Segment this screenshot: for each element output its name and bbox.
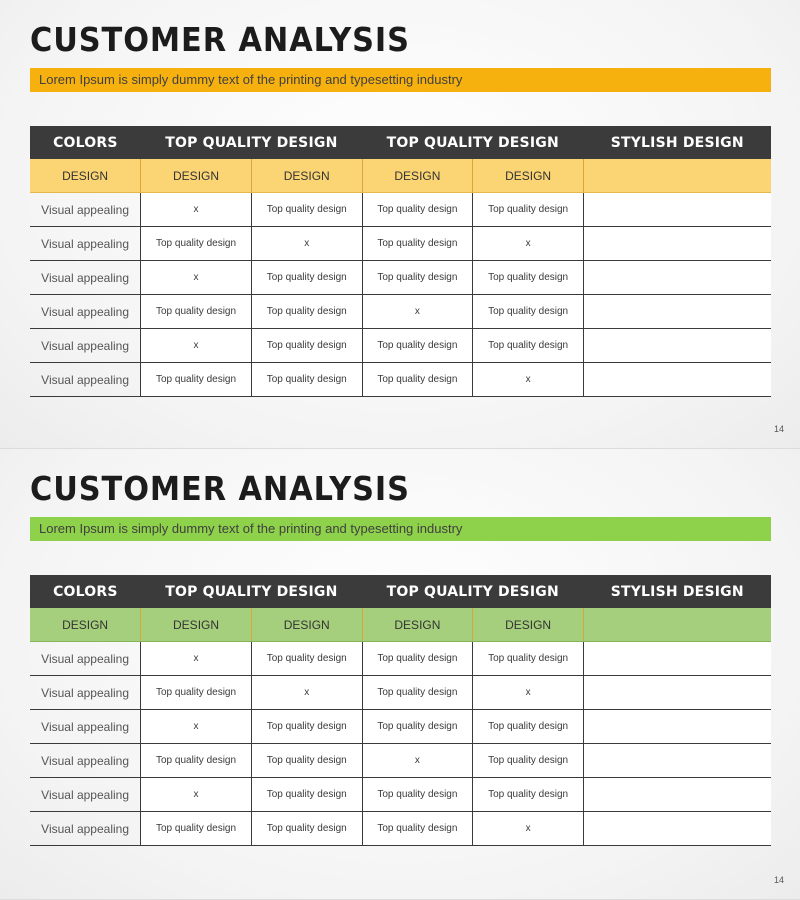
analysis-table: [30, 126, 771, 397]
header-cell-top-quality-1: TOP QUALITY DESIGN: [141, 575, 362, 608]
row-label: Visual appealing: [30, 642, 141, 676]
subheader-row: [30, 159, 771, 193]
table-cell: x: [362, 744, 473, 778]
table-cell: Top quality design: [362, 778, 473, 812]
table-cell: x: [362, 295, 473, 329]
slide-title: CUSTOMER ANALYSIS: [30, 469, 410, 508]
table-row: [30, 744, 771, 778]
subheader-cell: DESIGN: [251, 159, 362, 193]
header-cell-top-quality-2: TOP QUALITY DESIGN: [362, 575, 583, 608]
table-cell: x: [473, 676, 584, 710]
page-number: 14: [773, 424, 784, 434]
header-cell-top-quality-2: TOP QUALITY DESIGN: [362, 126, 583, 159]
row-label: Visual appealing: [30, 710, 141, 744]
table-body: [30, 642, 771, 846]
table-cell: x: [141, 329, 252, 363]
table-cell: Top quality design: [251, 329, 362, 363]
table-cell: x: [141, 710, 252, 744]
table-cell: Top quality design: [473, 744, 584, 778]
table-cell: Top quality design: [251, 261, 362, 295]
table-cell: Top quality design: [473, 261, 584, 295]
table-cell: Top quality design: [362, 710, 473, 744]
row-label: Visual appealing: [30, 193, 141, 227]
table-row: [30, 193, 771, 227]
slide-2: [0, 449, 800, 900]
table-cell: [583, 227, 771, 261]
table-cell: Top quality design: [141, 295, 252, 329]
table-cell: Top quality design: [362, 227, 473, 261]
subheader-cell: DESIGN: [473, 608, 584, 642]
table-cell: Top quality design: [473, 778, 584, 812]
table-cell: Top quality design: [251, 363, 362, 397]
table-cell: Top quality design: [251, 642, 362, 676]
table-cell: Top quality design: [141, 744, 252, 778]
table-cell: [583, 193, 771, 227]
row-label: Visual appealing: [30, 363, 141, 397]
row-label: Visual appealing: [30, 227, 141, 261]
table-row: [30, 778, 771, 812]
table-cell: Top quality design: [473, 642, 584, 676]
row-label: Visual appealing: [30, 295, 141, 329]
subheader-cell: DESIGN: [30, 608, 141, 642]
row-label: Visual appealing: [30, 744, 141, 778]
table-cell: Top quality design: [251, 710, 362, 744]
table-cell: x: [251, 676, 362, 710]
page-number: 14: [773, 875, 784, 885]
table-cell: [583, 261, 771, 295]
table-cell: Top quality design: [362, 329, 473, 363]
table-cell: [583, 295, 771, 329]
table-cell: Top quality design: [141, 676, 252, 710]
slide-title: CUSTOMER ANALYSIS: [30, 20, 410, 59]
subheader-cell: DESIGN: [473, 159, 584, 193]
table-cell: Top quality design: [251, 193, 362, 227]
subheader-cell: DESIGN: [30, 159, 141, 193]
header-cell-stylish: STYLISH DESIGN: [583, 575, 771, 608]
subheader-cell: [583, 608, 771, 642]
table-cell: Top quality design: [141, 812, 252, 846]
table-cell: Top quality design: [362, 261, 473, 295]
header-cell-colors: COLORS: [30, 126, 141, 159]
table-cell: x: [141, 778, 252, 812]
table-cell: Top quality design: [362, 676, 473, 710]
table-cell: x: [473, 363, 584, 397]
table-row: [30, 363, 771, 397]
table-cell: Top quality design: [473, 295, 584, 329]
table-row: [30, 261, 771, 295]
table-cell: [583, 642, 771, 676]
subtitle-bar: Lorem Ipsum is simply dummy text of the printing and typesetting industry: [30, 68, 771, 92]
table-cell: [583, 812, 771, 846]
table-cell: Top quality design: [362, 812, 473, 846]
table-cell: x: [251, 227, 362, 261]
table-cell: x: [473, 812, 584, 846]
header-row: [30, 126, 771, 159]
table-row: [30, 227, 771, 261]
table-cell: [583, 363, 771, 397]
table-row: [30, 710, 771, 744]
row-label: Visual appealing: [30, 676, 141, 710]
subheader-cell: DESIGN: [362, 159, 473, 193]
table-cell: Top quality design: [362, 363, 473, 397]
table-cell: Top quality design: [141, 363, 252, 397]
row-label: Visual appealing: [30, 329, 141, 363]
table-row: [30, 295, 771, 329]
table-cell: Top quality design: [362, 193, 473, 227]
table-cell: x: [141, 642, 252, 676]
table-cell: [583, 744, 771, 778]
subheader-cell: [583, 159, 771, 193]
subheader-cell: DESIGN: [141, 159, 252, 193]
table-cell: [583, 676, 771, 710]
header-cell-colors: COLORS: [30, 575, 141, 608]
table-cell: Top quality design: [251, 812, 362, 846]
table-cell: Top quality design: [251, 744, 362, 778]
row-label: Visual appealing: [30, 261, 141, 295]
subtitle-bar: Lorem Ipsum is simply dummy text of the printing and typesetting industry: [30, 517, 771, 541]
table-cell: [583, 778, 771, 812]
header-row: [30, 575, 771, 608]
table-row: [30, 676, 771, 710]
table-cell: Top quality design: [251, 295, 362, 329]
table-cell: Top quality design: [362, 642, 473, 676]
table-cell: Top quality design: [251, 778, 362, 812]
subheader-cell: DESIGN: [362, 608, 473, 642]
row-label: Visual appealing: [30, 812, 141, 846]
table-cell: Top quality design: [473, 329, 584, 363]
table-cell: x: [141, 193, 252, 227]
table-cell: x: [473, 227, 584, 261]
row-label: Visual appealing: [30, 778, 141, 812]
slide-1: [0, 0, 800, 449]
header-cell-stylish: STYLISH DESIGN: [583, 126, 771, 159]
table-cell: x: [141, 261, 252, 295]
table-body: [30, 193, 771, 397]
subheader-cell: DESIGN: [251, 608, 362, 642]
table-cell: [583, 710, 771, 744]
table-cell: Top quality design: [473, 710, 584, 744]
table-row: [30, 329, 771, 363]
table-cell: Top quality design: [141, 227, 252, 261]
table-cell: [583, 329, 771, 363]
table-row: [30, 642, 771, 676]
table-cell: Top quality design: [473, 193, 584, 227]
subheader-cell: DESIGN: [141, 608, 252, 642]
subheader-row: [30, 608, 771, 642]
table-row: [30, 812, 771, 846]
header-cell-top-quality-1: TOP QUALITY DESIGN: [141, 126, 362, 159]
analysis-table: [30, 575, 771, 846]
